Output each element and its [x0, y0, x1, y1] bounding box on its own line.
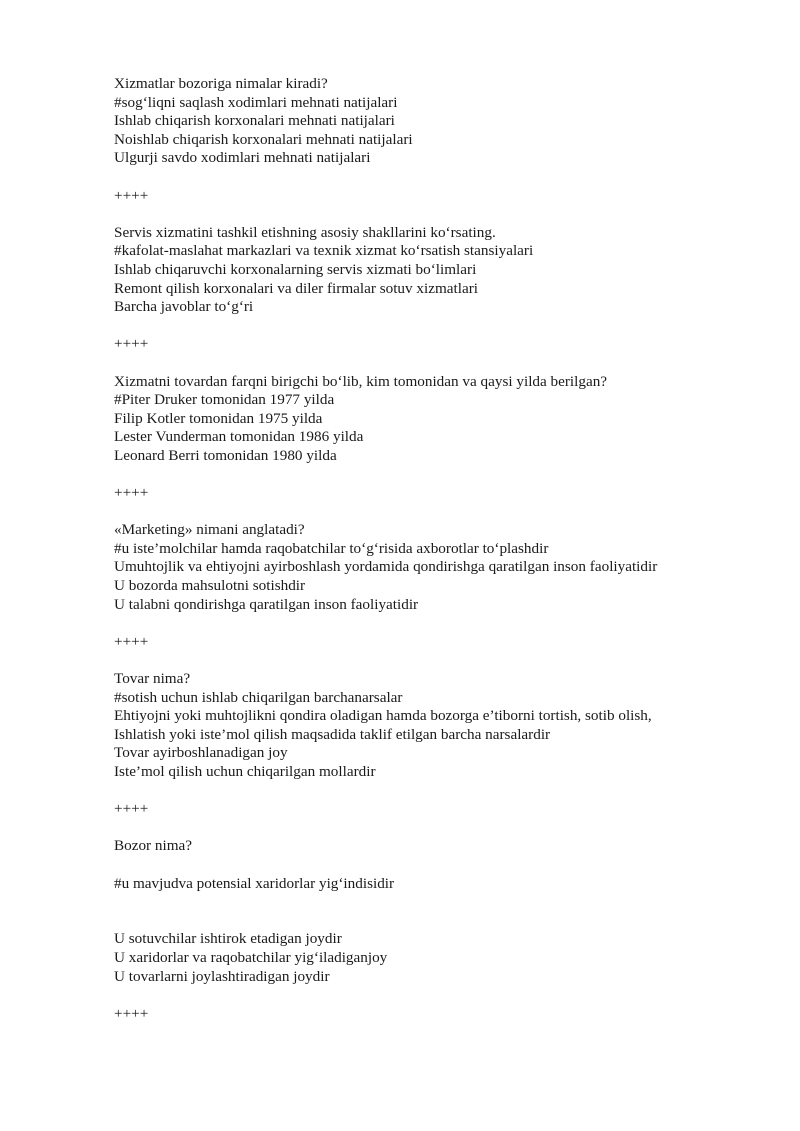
- answer-option: Barcha javoblar to‘g‘ri: [114, 298, 254, 316]
- spacer: [114, 503, 754, 522]
- answer-option: Iste’mol qilish uchun chiqarilgan mollardir: [114, 762, 376, 780]
- question-block: [114, 521, 754, 614]
- question-text: Tovar nima?: [114, 670, 191, 687]
- answer-option: U xaridorlar va raqobatchilar yig‘iladiganjoy: [114, 948, 388, 966]
- question-text: «Marketing» nimani anglatadi?: [114, 521, 305, 539]
- answer-option: #u iste’molchilar hamda raqobatchilar to‘g‘risida axborotlar to‘plashdir: [114, 539, 549, 557]
- answer-option: Noishlab chiqarish korxonalari mehnati natijalari: [114, 130, 413, 148]
- question-block: [114, 837, 754, 986]
- answer-option: Remont qilish korxonalari va diler firmalar sotuv xizmatlari: [114, 279, 478, 297]
- spacer: [114, 651, 754, 670]
- answer-option: Leonard Berri tomonidan 1980 yilda: [114, 446, 337, 464]
- answer-option: U talabni qondirishga qaratilgan inson faoliyatidir: [114, 595, 419, 613]
- answer-option: Tovar ayirboshlanadigan joy: [114, 744, 288, 762]
- answer-option: Ishlab chiqaruvchi korxonalarning servis xizmati bo‘limlari: [114, 260, 477, 278]
- spacer: [114, 782, 754, 801]
- spacer: [114, 317, 754, 336]
- answer-option: #Piter Druker tomonidan 1977 yilda: [114, 391, 335, 409]
- answer-option: Umuhtojlik va ehtiyojni ayirboshlash yordamida qondirishga qaratilgan inson faoliyatidir: [114, 558, 658, 576]
- separator: ++++: [114, 335, 149, 353]
- spacer: [114, 354, 754, 373]
- spacer: [114, 168, 754, 187]
- question-text: Servis xizmatini tashkil etishning asosiy shakllarini ko‘rsating.: [114, 223, 496, 241]
- spacer: [114, 893, 754, 930]
- separator: ++++: [114, 186, 149, 204]
- answer-option: U bozorda mahsulotni sotishdir: [114, 577, 306, 595]
- answer-option: Lester Vunderman tomonidan 1986 yilda: [114, 428, 364, 446]
- spacer: [114, 205, 754, 224]
- answer-option: Filip Kotler tomonidan 1975 yilda: [114, 409, 323, 427]
- separator: ++++: [114, 800, 149, 818]
- answer-option: Ehtiyojni yoki muhtojlikni qondira oladigan hamda bozorga e’tiborni tortish, sotib olish,: [114, 707, 652, 725]
- question-block: [114, 373, 754, 466]
- separator: ++++: [114, 1004, 149, 1022]
- answer-option: #sog‘liqni saqlash xodimlari mehnati natijalari: [114, 93, 398, 111]
- answer-option: Ulgurji savdo xodimlari mehnati natijalari: [114, 149, 371, 167]
- document-body: [114, 75, 754, 1023]
- answer-option: Ishlab chiqarish korxonalari mehnati natijalari: [114, 112, 395, 130]
- spacer: [114, 465, 754, 484]
- answer-option: #u mavjudva potensial xaridorlar yig‘indisidir: [114, 874, 395, 892]
- question-block: [114, 224, 754, 317]
- question-block: [114, 75, 754, 168]
- question-text: Xizmatni tovardan farqni birigchi bo‘lib, kim tomonidan va qaysi yilda berilgan?: [114, 372, 608, 390]
- separator: ++++: [114, 484, 149, 502]
- answer-option: #kafolat-maslahat markazlari va texnik xizmat ko‘rsatish stansiyalari: [114, 242, 534, 260]
- spacer: [114, 856, 754, 875]
- question-text: Xizmatlar bozoriga nimalar kiradi?: [114, 75, 328, 92]
- question-block: [114, 670, 754, 782]
- answer-option: #sotish uchun ishlab chiqarilgan barchanarsalar: [114, 688, 403, 706]
- separator: ++++: [114, 632, 149, 650]
- answer-option: Ishlatish yoki iste’mol qilish maqsadida taklif etilgan barcha narsalardir: [114, 725, 551, 743]
- answer-option: U sotuvchilar ishtirok etadigan joydir: [114, 930, 342, 948]
- question-text: Bozor nima?: [114, 837, 193, 855]
- spacer: [114, 986, 754, 1005]
- spacer: [114, 819, 754, 838]
- answer-option: U tovarlarni joylashtiradigan joydir: [114, 967, 330, 985]
- spacer: [114, 614, 754, 633]
